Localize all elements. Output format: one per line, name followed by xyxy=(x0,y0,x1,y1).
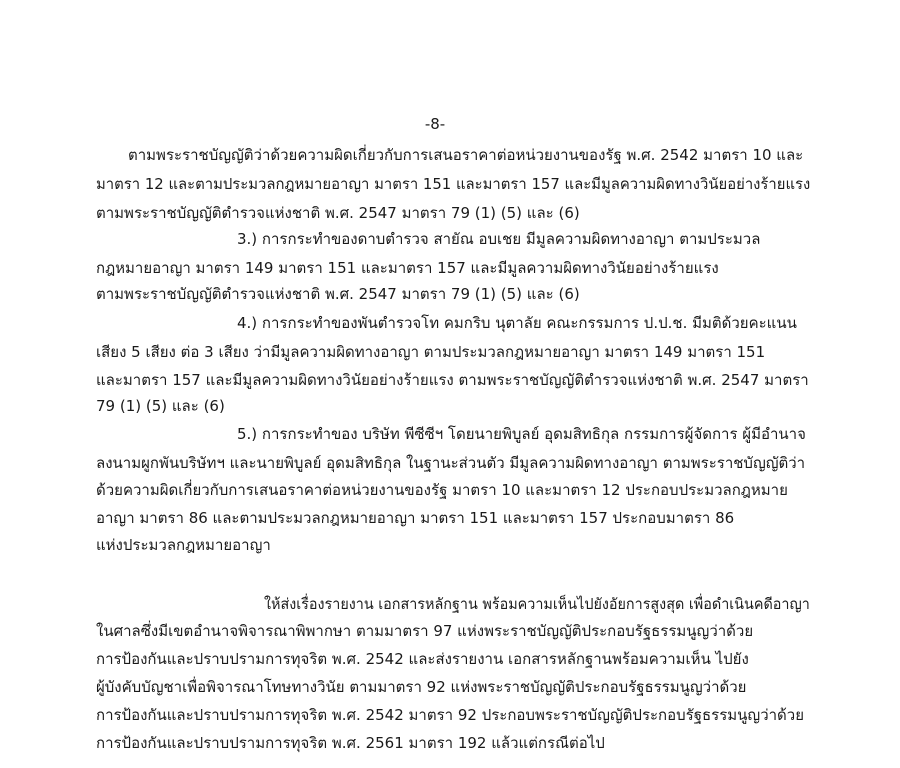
text-line: 79 (1) (5) และ (6) xyxy=(96,397,225,415)
text-line: 3.) การกระทำของดาบตำรวจ สายัณ อบเชย มีมูลความผิดทางอาญา ตามประมวล xyxy=(237,230,761,248)
text-line: ในศาลซึ่งมีเขตอำนาจพิจารณาพิพากษา ตามมาตรา 97 แห่งพระราชบัญญัติประกอบรัฐธรรมนูญว่าด้วย xyxy=(96,622,754,640)
text-line: และมาตรา 157 และมีมูลความผิดทางวินัยอย่างร้ายแรง ตามพระราชบัญญัติตำรวจแห่งชาติ พ.ศ. 2547 มาตรา xyxy=(96,371,809,389)
text-line: การป้องกันและปราบปรามการทุจริต พ.ศ. 2561 มาตรา 192 แล้วแต่กรณีต่อไป xyxy=(96,734,605,752)
text-line: ตามพระราชบัญญัติตำรวจแห่งชาติ พ.ศ. 2547 มาตรา 79 (1) (5) และ (6) xyxy=(96,204,580,222)
text-line: ลงนามผูกพันบริษัทฯ และนายพิบูลย์ อุดมสิทธิกุล ในฐานะส่วนตัว มีมูลความผิดทางอาญา ตามพระราชบัญญัติว่า xyxy=(96,454,806,472)
text-line: การป้องกันและปราบปรามการทุจริต พ.ศ. 2542 มาตรา 92 ประกอบพระราชบัญญัติประกอบรัฐธรรมนูญว่าด้วย xyxy=(96,706,804,724)
text-line: เสียง 5 เสียง ต่อ 3 เสียง ว่ามีมูลความผิดทางอาญา ตามประมวลกฎหมายอาญา มาตรา 149 มาตรา 151 xyxy=(96,343,766,361)
text-line: กฎหมายอาญา มาตรา 149 มาตรา 151 และมาตรา 157 และมีมูลความผิดทางวินัยอย่างร้ายแรง xyxy=(96,259,719,277)
text-line: 4.) การกระทำของพันตำรวจโท คมกริบ นุตาลัย คณะกรรมการ ป.ป.ช. มีมติด้วยคะแนน xyxy=(237,314,797,332)
text-line: ด้วยความผิดเกี่ยวกับการเสนอราคาต่อหน่วยงานของรัฐ มาตรา 10 และมาตรา 12 ประกอบประมวลกฎหมาย xyxy=(96,481,788,499)
text-line: ตามพระราชบัญญัติตำรวจแห่งชาติ พ.ศ. 2547 มาตรา 79 (1) (5) และ (6) xyxy=(96,285,580,303)
text-line: 5.) การกระทำของ บริษัท พีซีซีฯ โดยนายพิบูลย์ อุดมสิทธิกุล กรรมการผู้จัดการ ผู้มีอำนาจ xyxy=(237,425,806,443)
text-line: ตามพระราชบัญญัติว่าด้วยความผิดเกี่ยวกับการเสนอราคาต่อหน่วยงานของรัฐ พ.ศ. 2542 มาตรา 10 และ xyxy=(128,146,804,164)
page-number: -8- xyxy=(424,115,446,133)
text-line: แห่งประมวลกฎหมายอาญา xyxy=(96,536,271,554)
text-line: ให้ส่งเรื่องรายงาน เอกสารหลักฐาน พร้อมความเห็นไปยังอัยการสูงสุด เพื่อดำเนินคดีอาญา xyxy=(264,595,810,613)
text-line: มาตรา 12 และตามประมวลกฎหมายอาญา มาตรา 151 และมาตรา 157 และมีมูลความผิดทางวินัยอย่างร้ายแรง xyxy=(96,175,811,193)
text-line: การป้องกันและปราบปรามการทุจริต พ.ศ. 2542 และส่งรายงาน เอกสารหลักฐานพร้อมความเห็น ไปยัง xyxy=(96,650,749,668)
text-line: ผู้บังคับบัญชาเพื่อพิจารณาโทษทางวินัย ตามมาตรา 92 แห่งพระราชบัญญัติประกอบรัฐธรรมนูญว่าด้วย xyxy=(96,678,747,696)
text-line: อาญา มาตรา 86 และตามประมวลกฎหมายอาญา มาตรา 151 และมาตรา 157 ประกอบมาตรา 86 xyxy=(96,509,735,527)
